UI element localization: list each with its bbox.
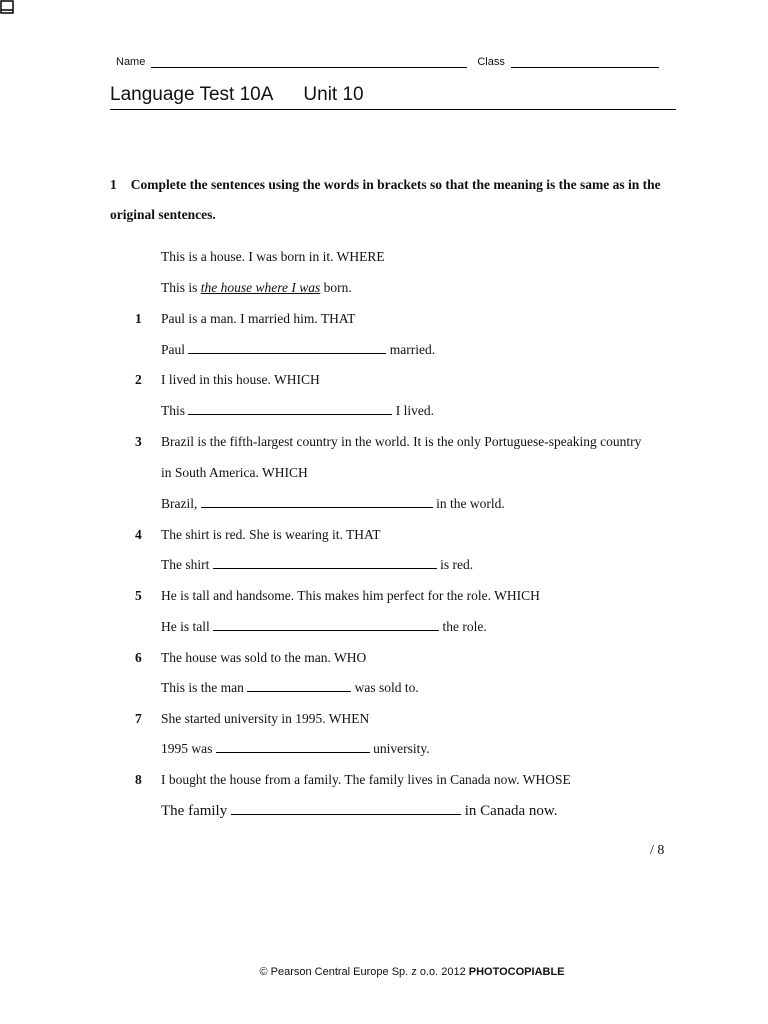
- item-answer-line: Brazil, in the world.: [161, 496, 505, 511]
- answer-blank[interactable]: [213, 557, 437, 569]
- example-filled-answer: the house where I was: [200, 280, 321, 295]
- item-number: 5: [135, 588, 142, 603]
- answer-blank[interactable]: [188, 403, 392, 415]
- class-field[interactable]: [511, 55, 659, 68]
- item-prompt: Brazil is the fifth-largest country in the world. It is the only Portuguese-speaking country: [161, 434, 642, 449]
- example-prompt: This is a house. I was born in it. WHERE: [161, 249, 385, 264]
- item-number: 1: [135, 311, 142, 326]
- page-title: [110, 84, 676, 110]
- instruction-text: Complete the sentences using the words in brackets so that the meaning is the same as in the original sentences.: [110, 177, 661, 222]
- footer: [0, 966, 768, 978]
- exercise-instruction: [110, 170, 680, 230]
- answer-blank[interactable]: [188, 342, 386, 354]
- item-number: 3: [135, 434, 142, 449]
- item-answer-line: The shirt is red.: [161, 557, 474, 572]
- student-info-row: [116, 55, 672, 68]
- item-number: 6: [135, 650, 142, 665]
- item-prompt: I lived in this house. WHICH: [161, 372, 320, 387]
- document-icon: [0, 0, 14, 14]
- item-prompt: He is tall and handsome. This makes him perfect for the role. WHICH: [161, 588, 540, 603]
- test-title: Language Test 10A: [110, 84, 274, 105]
- name-label: Name: [116, 56, 146, 68]
- item-prompt: The shirt is red. She is wearing it. THAT: [161, 527, 381, 542]
- item-prompt: She started university in 1995. WHEN: [161, 711, 370, 726]
- name-field[interactable]: [151, 55, 467, 68]
- answer-blank[interactable]: [213, 619, 439, 631]
- answer-blank[interactable]: [216, 741, 370, 753]
- answer-blank[interactable]: [247, 680, 351, 692]
- item-answer-line: The family in Canada now.: [161, 803, 558, 819]
- item-answer-line: He is tall the role.: [161, 619, 487, 634]
- item-number: 2: [135, 372, 142, 387]
- item-number: 4: [135, 527, 142, 542]
- item-prompt-continued: in South America. WHICH: [161, 465, 308, 480]
- example-answer-line: This is the house where I was born.: [161, 280, 352, 295]
- item-answer-line: Paul married.: [161, 342, 436, 357]
- item-prompt: The house was sold to the man. WHO: [161, 650, 367, 665]
- exercise-number: 1: [110, 177, 117, 192]
- item-answer-line: This I lived.: [161, 403, 435, 418]
- unit-title: Unit 10: [303, 84, 364, 105]
- item-prompt: Paul is a man. I married him. THAT: [161, 311, 356, 326]
- answer-blank[interactable]: [231, 803, 461, 815]
- item-answer-line: This is the man was sold to.: [161, 680, 419, 695]
- photocopiable-label: PHOTOCOPIABLE: [468, 966, 565, 978]
- copyright-text: © Pearson Central Europe Sp. z o.o. 2012: [259, 966, 466, 978]
- item-answer-line: 1995 was university.: [161, 741, 430, 756]
- item-number: 7: [135, 711, 142, 726]
- answer-blank[interactable]: [201, 496, 433, 508]
- class-label: Class: [477, 56, 505, 68]
- item-number: 8: [135, 772, 142, 787]
- item-prompt: I bought the house from a family. The family lives in Canada now. WHOSE: [161, 772, 571, 787]
- score-total: / 8: [650, 843, 665, 858]
